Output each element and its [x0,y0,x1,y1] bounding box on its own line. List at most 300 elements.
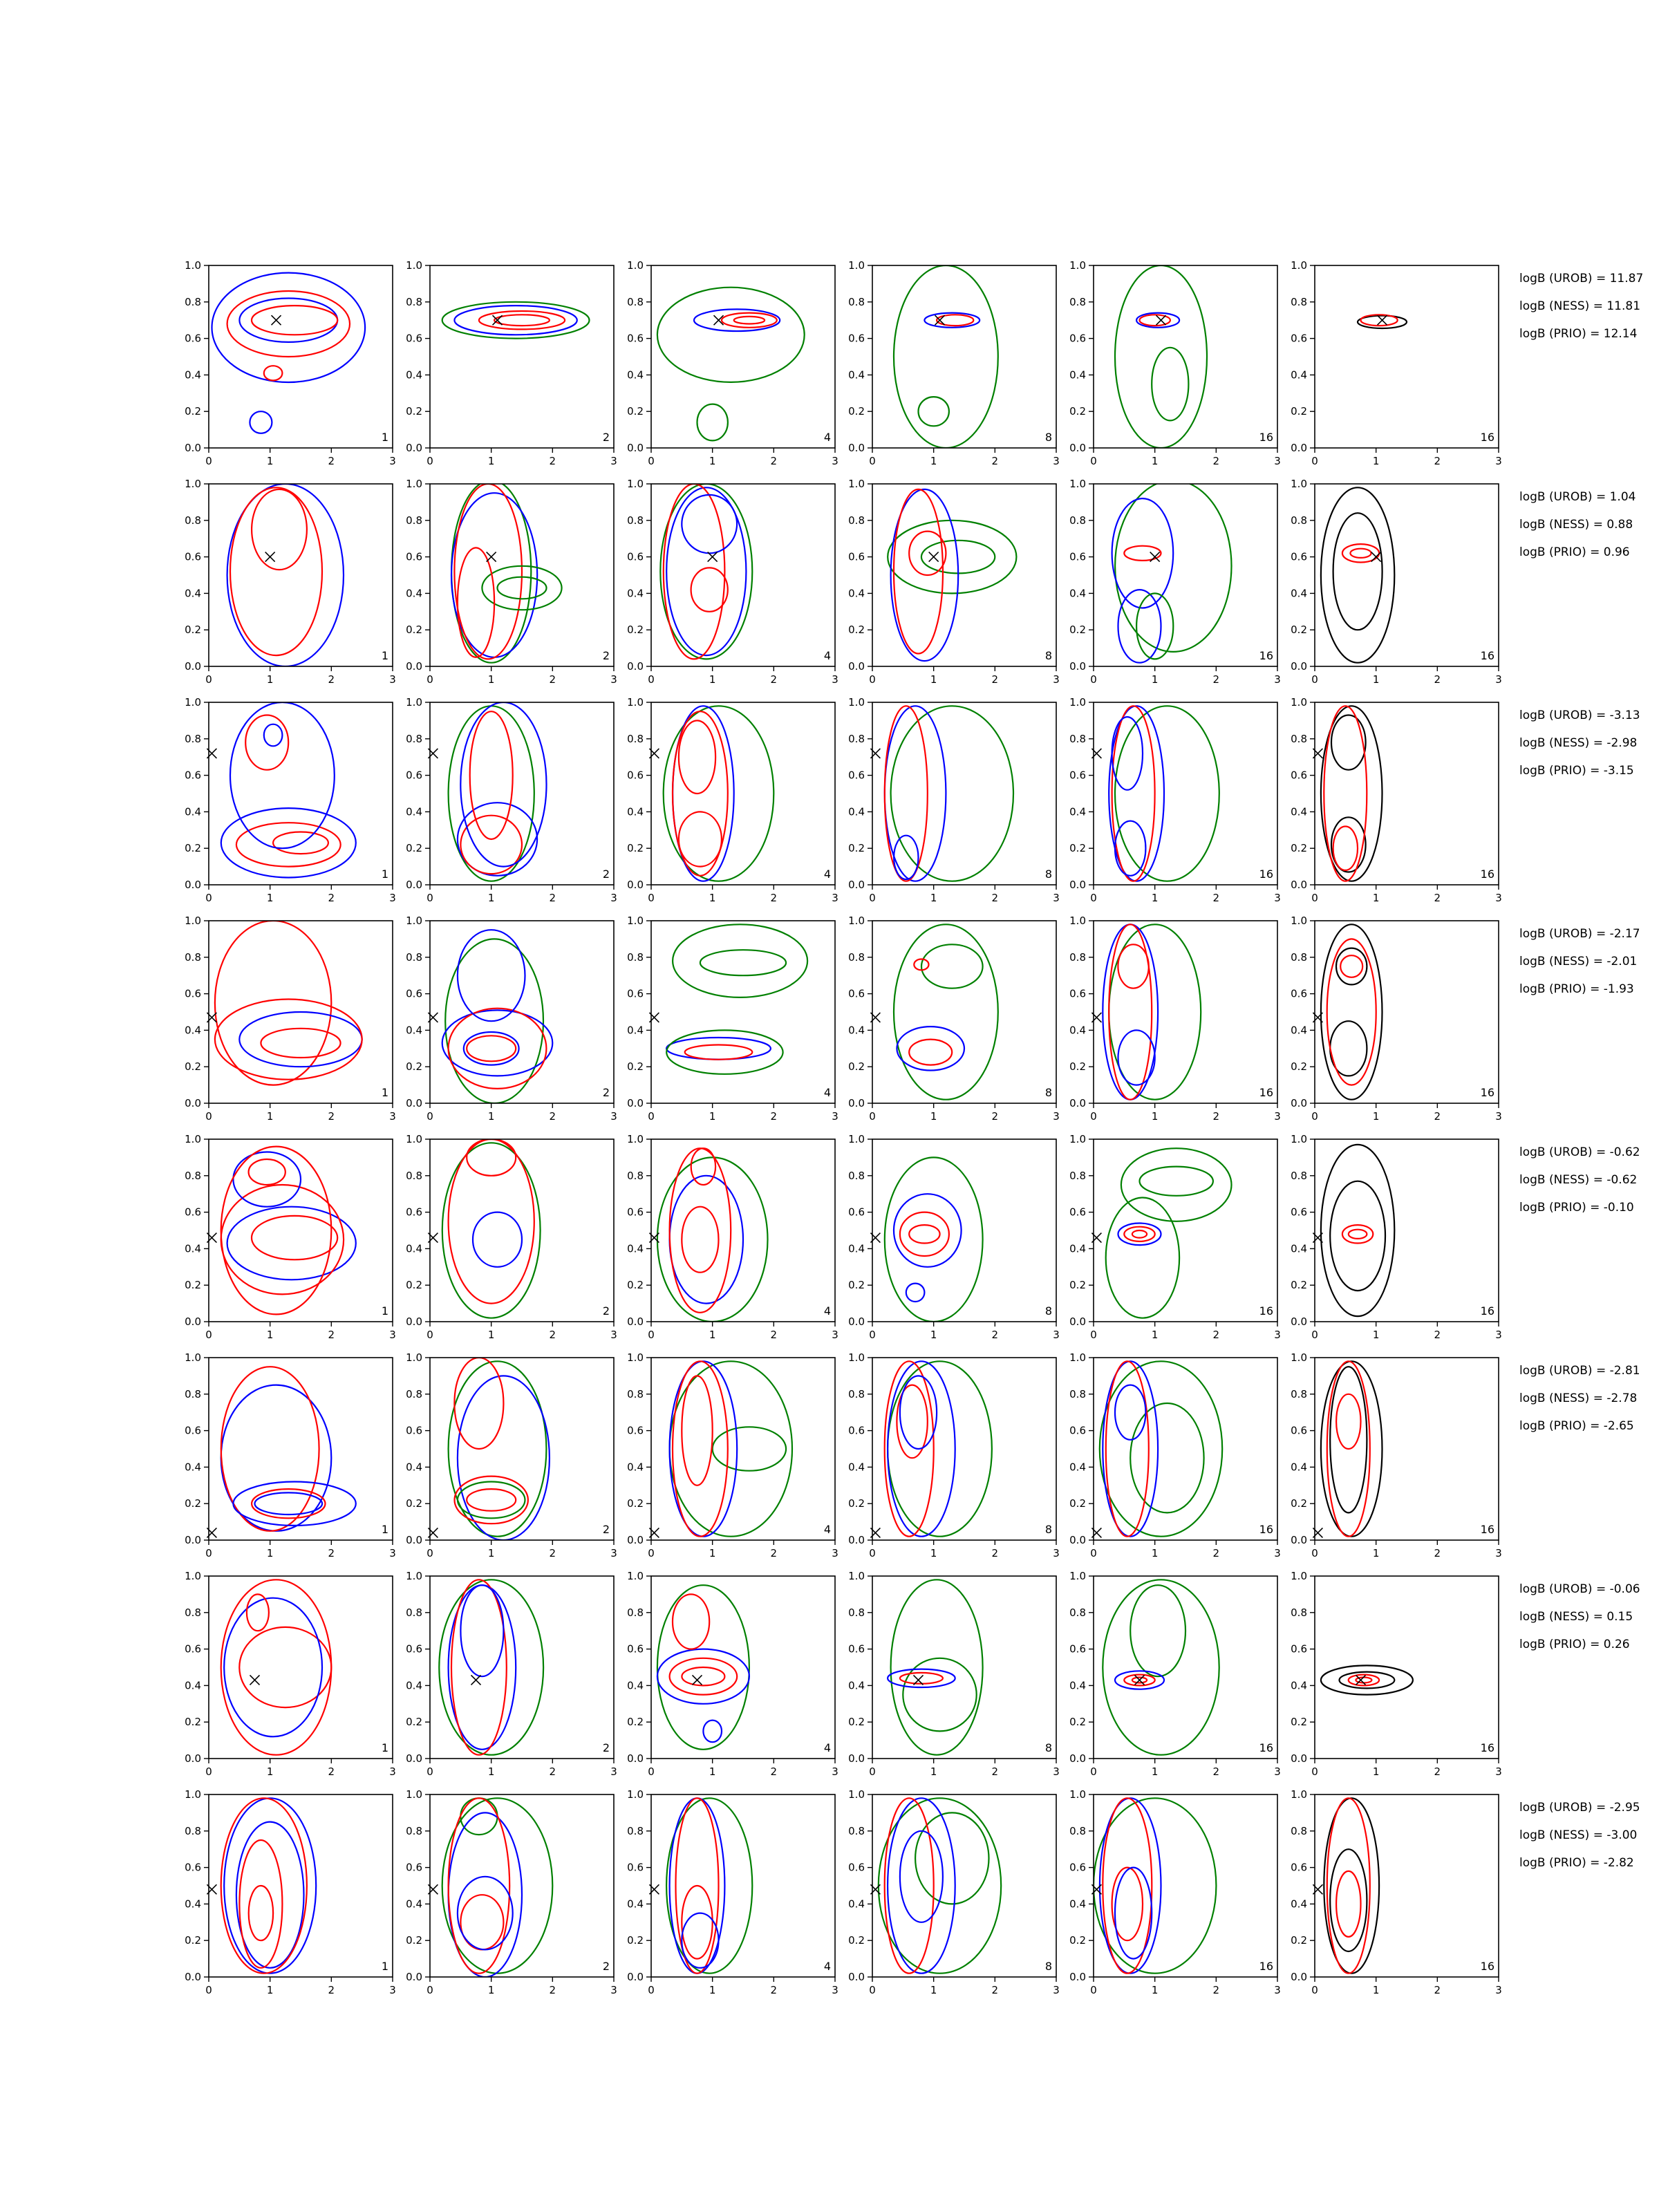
x-tick-label: 1 [1372,1765,1380,1778]
y-tick-label: 0.0 [185,660,201,673]
contour-black-2 [1333,513,1382,630]
x-tick-label: 0 [648,455,655,467]
contour-red-4 [1336,1871,1360,1937]
y-tick-label: 0.2 [848,1060,865,1074]
subplot-r8-c3 [627,1788,838,1996]
contour-red-1 [215,921,331,1085]
y-tick-label: 0.8 [848,514,865,527]
y-tick-label: 0.8 [1069,1824,1086,1837]
x-tick-label: 0 [427,1984,433,1996]
x-tick-label: 2 [328,892,335,904]
y-tick-label: 0.6 [848,332,865,345]
y-tick-label: 1.0 [185,259,201,272]
y-tick-label: 0.6 [1069,550,1086,563]
y-tick-label: 0.2 [185,842,201,855]
x-tick-label: 3 [610,673,617,686]
y-tick-label: 0.2 [1291,624,1307,637]
contour-green-1 [657,1157,768,1322]
y-tick-label: 0.0 [848,879,865,891]
panel-number-label: 16 [1259,1741,1273,1754]
subplot-r2-c2 [406,478,617,686]
y-tick-label: 0.6 [185,332,201,345]
x-tick-label: 1 [1151,455,1159,467]
x-tick-label: 0 [869,1984,876,1996]
y-tick-label: 0.6 [185,1642,201,1656]
x-tick-label: 0 [869,455,876,467]
y-tick-label: 1.0 [1069,1570,1086,1582]
panel-number-label: 16 [1259,868,1273,881]
contour-red-3 [227,291,350,357]
y-tick-label: 0.4 [185,1024,201,1037]
x-tick-label: 3 [610,1984,617,1996]
y-tick-label: 0.6 [848,987,865,1000]
x-tick-label: 3 [389,1984,396,1996]
x-tick-label: 0 [427,455,433,467]
contour-red-4 [1106,1361,1149,1536]
y-tick-label: 0.2 [406,405,422,418]
y-tick-label: 0.6 [627,1642,644,1656]
contour-blue-2 [1109,706,1164,881]
y-tick-label: 0.8 [848,1387,865,1400]
contour-green-1 [1094,1798,1216,1973]
y-tick-label: 0.4 [185,805,201,818]
x-tick-label: 0 [205,1984,212,1996]
contour-group [1106,1148,1232,1318]
x-tick-label: 0 [1311,1110,1318,1123]
y-tick-label: 0.2 [1291,1497,1307,1510]
panel-number-label: 16 [1480,1086,1494,1099]
contour-red-6 [1132,1230,1147,1238]
y-tick-label: 0.2 [1069,1060,1086,1074]
y-tick-label: 0.2 [1291,1060,1307,1074]
y-tick-label: 1.0 [406,1570,422,1582]
true-value-marker [250,1675,260,1685]
axes-frame [872,921,1056,1103]
y-tick-label: 0.4 [1291,1461,1307,1474]
true-value-marker [693,1675,702,1685]
contour-green-2 [921,944,983,988]
x-tick-label: 2 [328,1547,335,1559]
contour-red-4 [1118,944,1148,988]
y-tick-label: 0.6 [406,1206,422,1219]
contour-blue-3 [694,309,780,331]
y-tick-label: 0.2 [1069,1716,1086,1729]
logb-label: logB (NESS) = -3.00 [1519,1828,1638,1842]
y-tick-label: 0.8 [406,1387,422,1400]
y-tick-label: 0.8 [1291,1169,1307,1182]
x-tick-label: 3 [610,455,617,467]
x-tick-label: 0 [869,1110,876,1123]
y-tick-label: 0.8 [1069,1169,1086,1182]
x-tick-label: 2 [549,1110,556,1123]
y-tick-label: 0.8 [406,1824,422,1837]
x-tick-label: 0 [869,892,876,904]
contour-red-6 [221,1147,332,1315]
subplot-r7-c3 [627,1570,838,1778]
subplot-r3-c3 [627,696,838,904]
x-tick-label: 2 [1434,673,1441,686]
contour-black-2 [1330,1181,1385,1291]
x-tick-label: 3 [1495,892,1502,904]
y-tick-label: 0.0 [1069,442,1086,454]
y-tick-label: 0.4 [185,1897,201,1911]
panel-number-label: 1 [381,1741,388,1754]
contour-group [1358,315,1407,328]
y-tick-label: 0.0 [848,442,865,454]
x-tick-label: 1 [709,1984,716,1996]
y-tick-label: 0.8 [1291,732,1307,745]
x-tick-label: 0 [1311,1547,1318,1559]
true-value-marker [272,315,281,325]
true-value-marker [487,552,496,562]
contour-green-2 [1140,1167,1213,1196]
y-tick-label: 1.0 [627,1570,644,1582]
y-tick-label: 1.0 [185,1570,201,1582]
axes-frame [430,702,614,885]
panel-number-label: 1 [381,1523,388,1536]
contour-blue-2 [239,1012,362,1067]
contour-group [894,265,998,448]
contour-blue-5 [1112,717,1143,790]
contour-group [1321,1361,1382,1536]
contour-black-1 [1321,1665,1413,1694]
y-tick-label: 0.6 [627,1206,644,1219]
panel-number-label: 4 [823,1741,831,1754]
true-value-marker [265,552,275,562]
subplot-r7-c5 [1069,1570,1281,1778]
panel-number-label: 2 [602,431,610,444]
y-tick-label: 0.2 [627,842,644,855]
contour-green-2 [1152,348,1188,421]
y-tick-label: 0.8 [1291,1606,1307,1619]
y-tick-label: 0.8 [627,1824,644,1837]
x-tick-label: 2 [770,1110,778,1123]
x-tick-label: 2 [770,1984,778,1996]
axes-frame [1315,1358,1499,1540]
y-tick-label: 0.8 [185,1169,201,1182]
x-tick-label: 2 [549,1329,556,1341]
x-tick-label: 1 [266,892,274,904]
y-tick-label: 0.8 [406,950,422,964]
contour-group [221,1367,356,1531]
panel-number-label: 4 [823,868,831,881]
y-tick-label: 1.0 [627,1133,644,1145]
x-tick-label: 2 [1434,1984,1441,1996]
contour-red-5 [691,1148,715,1185]
contour-group [657,1585,749,1750]
panel-number-label: 8 [1044,649,1052,662]
panel-number-label: 8 [1044,1086,1052,1099]
contour-group [439,1580,543,1754]
contour-blue-6 [250,411,272,433]
contour-group [894,924,998,1099]
y-tick-label: 0.2 [1291,1279,1307,1292]
x-tick-label: 1 [709,673,716,686]
x-tick-label: 2 [991,1547,999,1559]
x-tick-label: 2 [328,1110,335,1123]
x-tick-label: 3 [610,1329,617,1341]
contour-red-4 [1349,1230,1367,1239]
y-tick-label: 0.8 [627,732,644,745]
contour-red-3 [451,1580,507,1754]
y-tick-label: 0.0 [185,1534,201,1546]
subplot-r2-c5 [1069,478,1281,686]
contour-red-3 [1112,706,1155,881]
subplot-r1-c5 [1069,259,1281,467]
y-tick-label: 0.2 [627,1497,644,1510]
y-tick-label: 1.0 [848,478,865,490]
contour-group [1112,480,1232,663]
x-tick-label: 3 [389,1110,396,1123]
contour-green-1 [442,1798,553,1973]
y-tick-label: 0.0 [406,1971,422,1983]
subplot-r7-c6 [1291,1570,1502,1778]
x-tick-label: 2 [328,673,335,686]
x-tick-label: 2 [328,455,335,467]
true-value-marker [1371,552,1381,562]
y-tick-label: 0.4 [406,1897,422,1911]
contour-red-5 [1333,827,1358,870]
contour-blue-5 [900,1831,943,1922]
x-tick-label: 0 [648,1984,655,1996]
y-tick-label: 0.0 [1069,1752,1086,1765]
contour-red-4 [494,315,550,326]
y-tick-label: 0.4 [627,1461,644,1474]
y-tick-label: 0.4 [1291,805,1307,818]
contour-red-5 [673,1594,709,1649]
axes-frame [209,702,393,885]
y-tick-label: 0.4 [185,1242,201,1255]
contour-group [451,480,562,663]
y-tick-label: 0.2 [848,842,865,855]
y-tick-label: 0.6 [185,1424,201,1437]
y-tick-label: 0.0 [627,1097,644,1109]
contour-blue-4 [233,1152,301,1207]
y-tick-label: 0.2 [185,1060,201,1074]
x-tick-label: 0 [205,1547,212,1559]
x-tick-label: 1 [1372,673,1380,686]
panel-number-label: 4 [823,649,831,662]
x-tick-label: 0 [648,1547,655,1559]
x-tick-label: 0 [869,1547,876,1559]
logb-label: logB (NESS) = 0.15 [1519,1610,1633,1624]
panel-number-label: 16 [1259,1086,1273,1099]
y-tick-label: 0.4 [406,1679,422,1692]
x-tick-label: 2 [991,1765,999,1778]
x-tick-label: 1 [1151,1110,1159,1123]
y-tick-label: 0.4 [848,1242,865,1255]
subplot-r3-c6 [1291,696,1502,904]
y-tick-label: 0.2 [848,1934,865,1947]
subplot-r2-c1 [185,478,396,686]
y-tick-label: 1.0 [627,696,644,709]
y-tick-label: 0.6 [406,1861,422,1874]
subplot-r5-c6 [1291,1133,1502,1341]
y-tick-label: 0.0 [627,879,644,891]
y-tick-label: 0.8 [848,1169,865,1182]
x-tick-label: 1 [709,1765,716,1778]
x-tick-label: 0 [1311,673,1318,686]
panel-number-label: 8 [1044,431,1052,444]
axes-frame [1094,1794,1277,1977]
contour-black-1 [1358,316,1407,328]
y-tick-label: 0.0 [1291,1315,1307,1328]
x-tick-label: 3 [1053,1110,1060,1123]
panel-number-label: 16 [1259,1523,1273,1536]
contour-red-4 [1324,706,1367,881]
contour-green-2 [1130,1403,1203,1512]
contour-blue-5 [682,1913,718,1968]
x-tick-label: 1 [930,1110,937,1123]
y-tick-label: 0.4 [185,587,201,600]
y-tick-label: 0.4 [848,1679,865,1692]
contour-blue-3 [888,1798,955,1973]
panel-number-label: 1 [381,431,388,444]
contour-group [1100,1361,1222,1536]
y-tick-label: 0.2 [406,1934,422,1947]
x-tick-label: 2 [770,1329,778,1341]
y-tick-label: 0.4 [1069,368,1086,382]
x-tick-label: 0 [1311,892,1318,904]
y-tick-label: 0.0 [1291,1752,1307,1765]
y-tick-label: 0.4 [1069,1679,1086,1692]
contour-blue-6 [264,724,283,747]
axes-frame [1315,1139,1499,1322]
contour-group [1321,487,1394,662]
contour-red-4 [679,720,715,794]
y-tick-label: 0.4 [1069,805,1086,818]
contour-green-1 [888,521,1016,594]
contour-group [1094,1798,1216,1973]
y-tick-label: 0.6 [1291,769,1307,782]
y-tick-label: 0.4 [185,368,201,382]
y-tick-label: 0.4 [627,1024,644,1037]
contour-green-1 [891,1580,983,1754]
y-tick-label: 0.2 [185,1279,201,1292]
logb-label: logB (UROB) = -0.06 [1519,1582,1640,1596]
x-tick-label: 3 [1274,673,1281,686]
y-tick-label: 0.2 [406,842,422,855]
y-tick-label: 0.8 [1291,1824,1307,1837]
y-tick-label: 1.0 [1069,1133,1086,1145]
y-tick-label: 0.4 [627,1897,644,1911]
contour-group [221,1580,332,1754]
x-tick-label: 2 [549,892,556,904]
contour-blue-4 [1115,821,1145,876]
subplot-r4-c6 [1291,915,1502,1123]
y-tick-label: 1.0 [1069,259,1086,272]
y-tick-label: 1.0 [1069,1788,1086,1801]
y-tick-label: 0.6 [1069,1206,1086,1219]
y-tick-label: 0.2 [406,624,422,637]
panel-number-label: 16 [1480,1523,1494,1536]
panel-number-label: 8 [1044,1304,1052,1318]
y-tick-label: 0.8 [848,950,865,964]
panel-number-label: 2 [602,1086,610,1099]
x-tick-label: 0 [427,892,433,904]
y-tick-label: 0.6 [848,769,865,782]
y-tick-label: 0.0 [1291,660,1307,673]
x-tick-label: 3 [389,673,396,686]
y-tick-label: 1.0 [1291,1570,1307,1582]
contour-group [221,1147,356,1315]
y-tick-label: 0.0 [185,1752,201,1765]
x-tick-label: 1 [709,1547,716,1559]
contour-group [442,930,553,1103]
contour-blue-2 [239,299,337,342]
subplot-r6-c5 [1069,1351,1281,1559]
x-tick-label: 1 [487,1765,495,1778]
x-tick-label: 0 [427,1765,433,1778]
panel-number-label: 4 [823,431,831,444]
y-tick-label: 0.2 [406,1279,422,1292]
contour-green-1 [439,1580,543,1754]
y-tick-label: 1.0 [406,478,422,490]
y-tick-label: 0.0 [406,442,422,454]
contour-red-5 [249,1886,273,1940]
contour-green-1 [442,1143,541,1318]
y-tick-label: 0.8 [185,732,201,745]
contour-green-3 [1106,1198,1179,1318]
y-tick-label: 0.0 [185,879,201,891]
y-tick-label: 0.4 [848,1897,865,1911]
contour-blue-2 [1103,924,1158,1099]
y-tick-label: 1.0 [1069,478,1086,490]
x-tick-label: 2 [549,673,556,686]
x-tick-label: 1 [266,673,274,686]
x-tick-label: 1 [487,1547,495,1559]
x-tick-label: 2 [328,1329,335,1341]
y-tick-label: 1.0 [1291,1133,1307,1145]
contour-black-2 [1331,715,1366,770]
x-tick-label: 0 [648,1329,655,1341]
y-tick-label: 1.0 [185,1788,201,1801]
panel-number-label: 2 [602,868,610,881]
y-tick-label: 1.0 [185,915,201,927]
panel-number-label: 2 [602,649,610,662]
subplot-r8-c5 [1069,1788,1281,1996]
x-tick-label: 1 [266,455,274,467]
contour-group [664,706,774,881]
x-tick-label: 3 [610,892,617,904]
y-tick-label: 0.6 [848,1861,865,1874]
y-tick-label: 0.6 [848,1206,865,1219]
axes-frame [872,702,1056,885]
panel-number-label: 2 [602,1523,610,1536]
axes-frame [651,702,835,885]
logb-label: logB (UROB) = -2.95 [1519,1801,1640,1815]
x-tick-label: 0 [1090,1329,1097,1341]
contour-red-5 [682,1376,712,1485]
axes-frame [1315,265,1499,448]
panel-number-label: 16 [1259,431,1273,444]
subplot-r2-c6 [1291,478,1502,686]
y-tick-label: 0.2 [406,1497,422,1510]
contour-blue-6 [703,1721,722,1743]
panel-number-label: 8 [1044,1523,1052,1536]
y-tick-label: 0.4 [627,368,644,382]
logb-label: logB (NESS) = 0.88 [1519,518,1633,532]
panel-number-label: 1 [381,1960,388,1973]
x-tick-label: 0 [427,673,433,686]
contour-red-4 [449,1798,510,1973]
y-tick-label: 0.8 [848,295,865,308]
y-tick-label: 0.4 [1291,1897,1307,1911]
contour-red-2 [230,487,322,655]
y-tick-label: 0.6 [1069,987,1086,1000]
y-tick-label: 0.8 [406,514,422,527]
contour-red-5 [249,1159,285,1185]
